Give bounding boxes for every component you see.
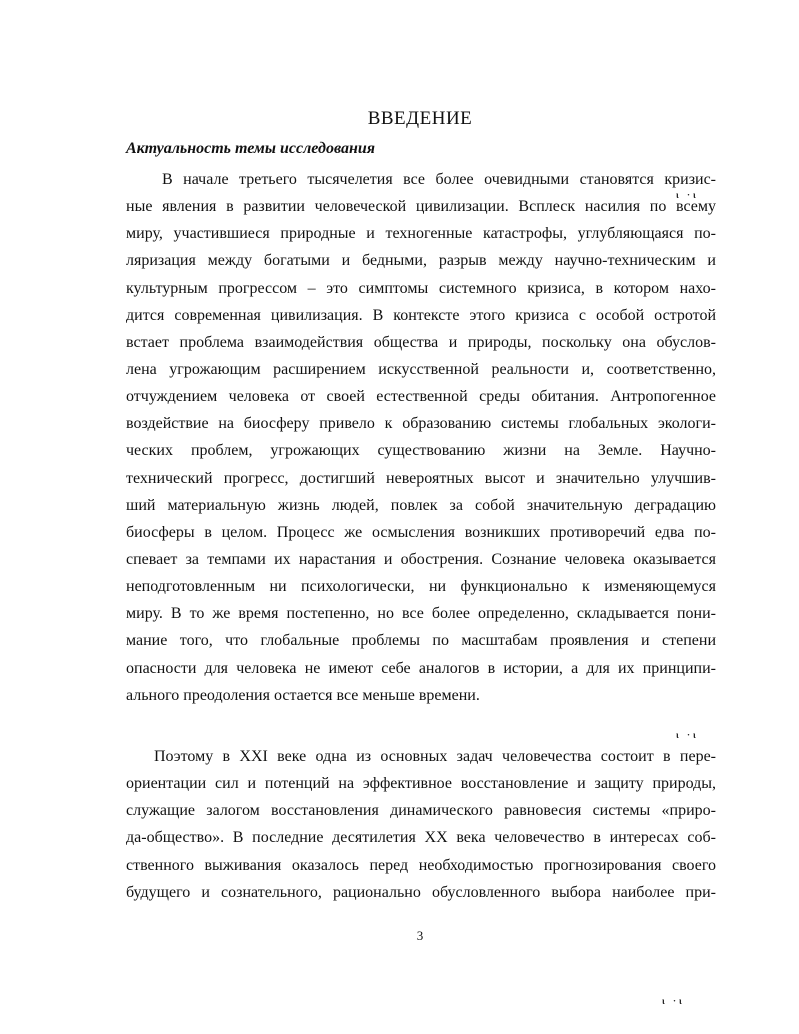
text-line: мание того, что глобальные проблемы по масштабам проявления и степени (126, 632, 716, 650)
text-line: опасности для человека не имеют себе аналогов в истории, а для их принципи- (126, 659, 716, 677)
text-line: дится современная цивилизация. В контексте этого кризиса с особой остротой (126, 306, 716, 324)
text-line: миру. В то же время постепенно, но все более определенно, складывается пони- (126, 605, 716, 623)
text-line: миру, участившиеся природные и техногенные катастрофы, углубляющаяся по- (126, 225, 716, 243)
paragraph-1 (126, 166, 716, 709)
scan-speck: ι ·ι (662, 996, 685, 1006)
scan-speck: ι ·ι (676, 190, 699, 200)
subsection-heading: Актуальность темы исследования (126, 140, 375, 157)
page-number: 3 (416, 928, 424, 943)
text-line: встает проблема взаимодействия общества и природы, поскольку она обуслов- (126, 333, 716, 351)
text-line: ческих проблем, угрожающих существованию жизни на Земле. Научно- (126, 442, 716, 460)
text-line: ориентации сил и потенций на эффективное восстановление и защиту природы, (126, 775, 716, 793)
text-line: ший материальную жизнь людей, повлек за собой значительную деградацию (126, 496, 716, 514)
text-line: отчуждением человека от своей естественной среды обитания. Антропогенное (126, 388, 716, 406)
section-title: ВВЕДЕНИЕ (367, 108, 473, 129)
text-line: ные явления в развитии человеческой цивилизации. Всплеск насилия по всему (126, 198, 716, 216)
text-line: будущего и сознательного, рационально обусловленного выбора наиболее при- (126, 883, 716, 901)
text-line: ального преодоления остается все меньше времени. (126, 686, 480, 704)
text-line: ляризация между богатыми и бедными, разрыв между научно-техническим и (126, 252, 716, 270)
text-line: спевает за темпами их нарастания и обострения. Сознание человека оказывается (126, 550, 716, 568)
text-line: воздействие на биосферу привело к образованию системы глобальных экологи- (126, 415, 716, 433)
text-line: ственного выживания оказалось перед необходимостью прогнозирования своего (126, 856, 716, 874)
text-line: лена угрожающим расширением искусственной реальности и, соответственно, (126, 360, 716, 378)
text-line: В начале третьего тысячелетия все более очевидными становятся кризис- (162, 171, 716, 188)
scan-speck: ι ·ι (676, 730, 699, 740)
text-line: биосферы в целом. Процесс же осмысления возникших противоречий едва по- (126, 523, 716, 541)
text-line: технический прогресс, достигший невероятных высот и значительно улучшив- (126, 469, 716, 487)
text-line: культурным прогрессом – это симптомы системного кризиса, в котором нахо- (126, 279, 716, 297)
text-line: Поэтому в XXI веке одна из основных задач человечества состоит в пере- (154, 748, 716, 765)
paragraph-2 (126, 743, 716, 906)
text-line: служащие залогом восстановления динамического равновесия системы «приро- (126, 802, 716, 820)
text-line: неподготовленным ни психологически, ни функционально к изменяющемуся (126, 578, 716, 596)
text-line: да-общество». В последние десятилетия XX века человечество в интересах соб- (126, 829, 716, 847)
